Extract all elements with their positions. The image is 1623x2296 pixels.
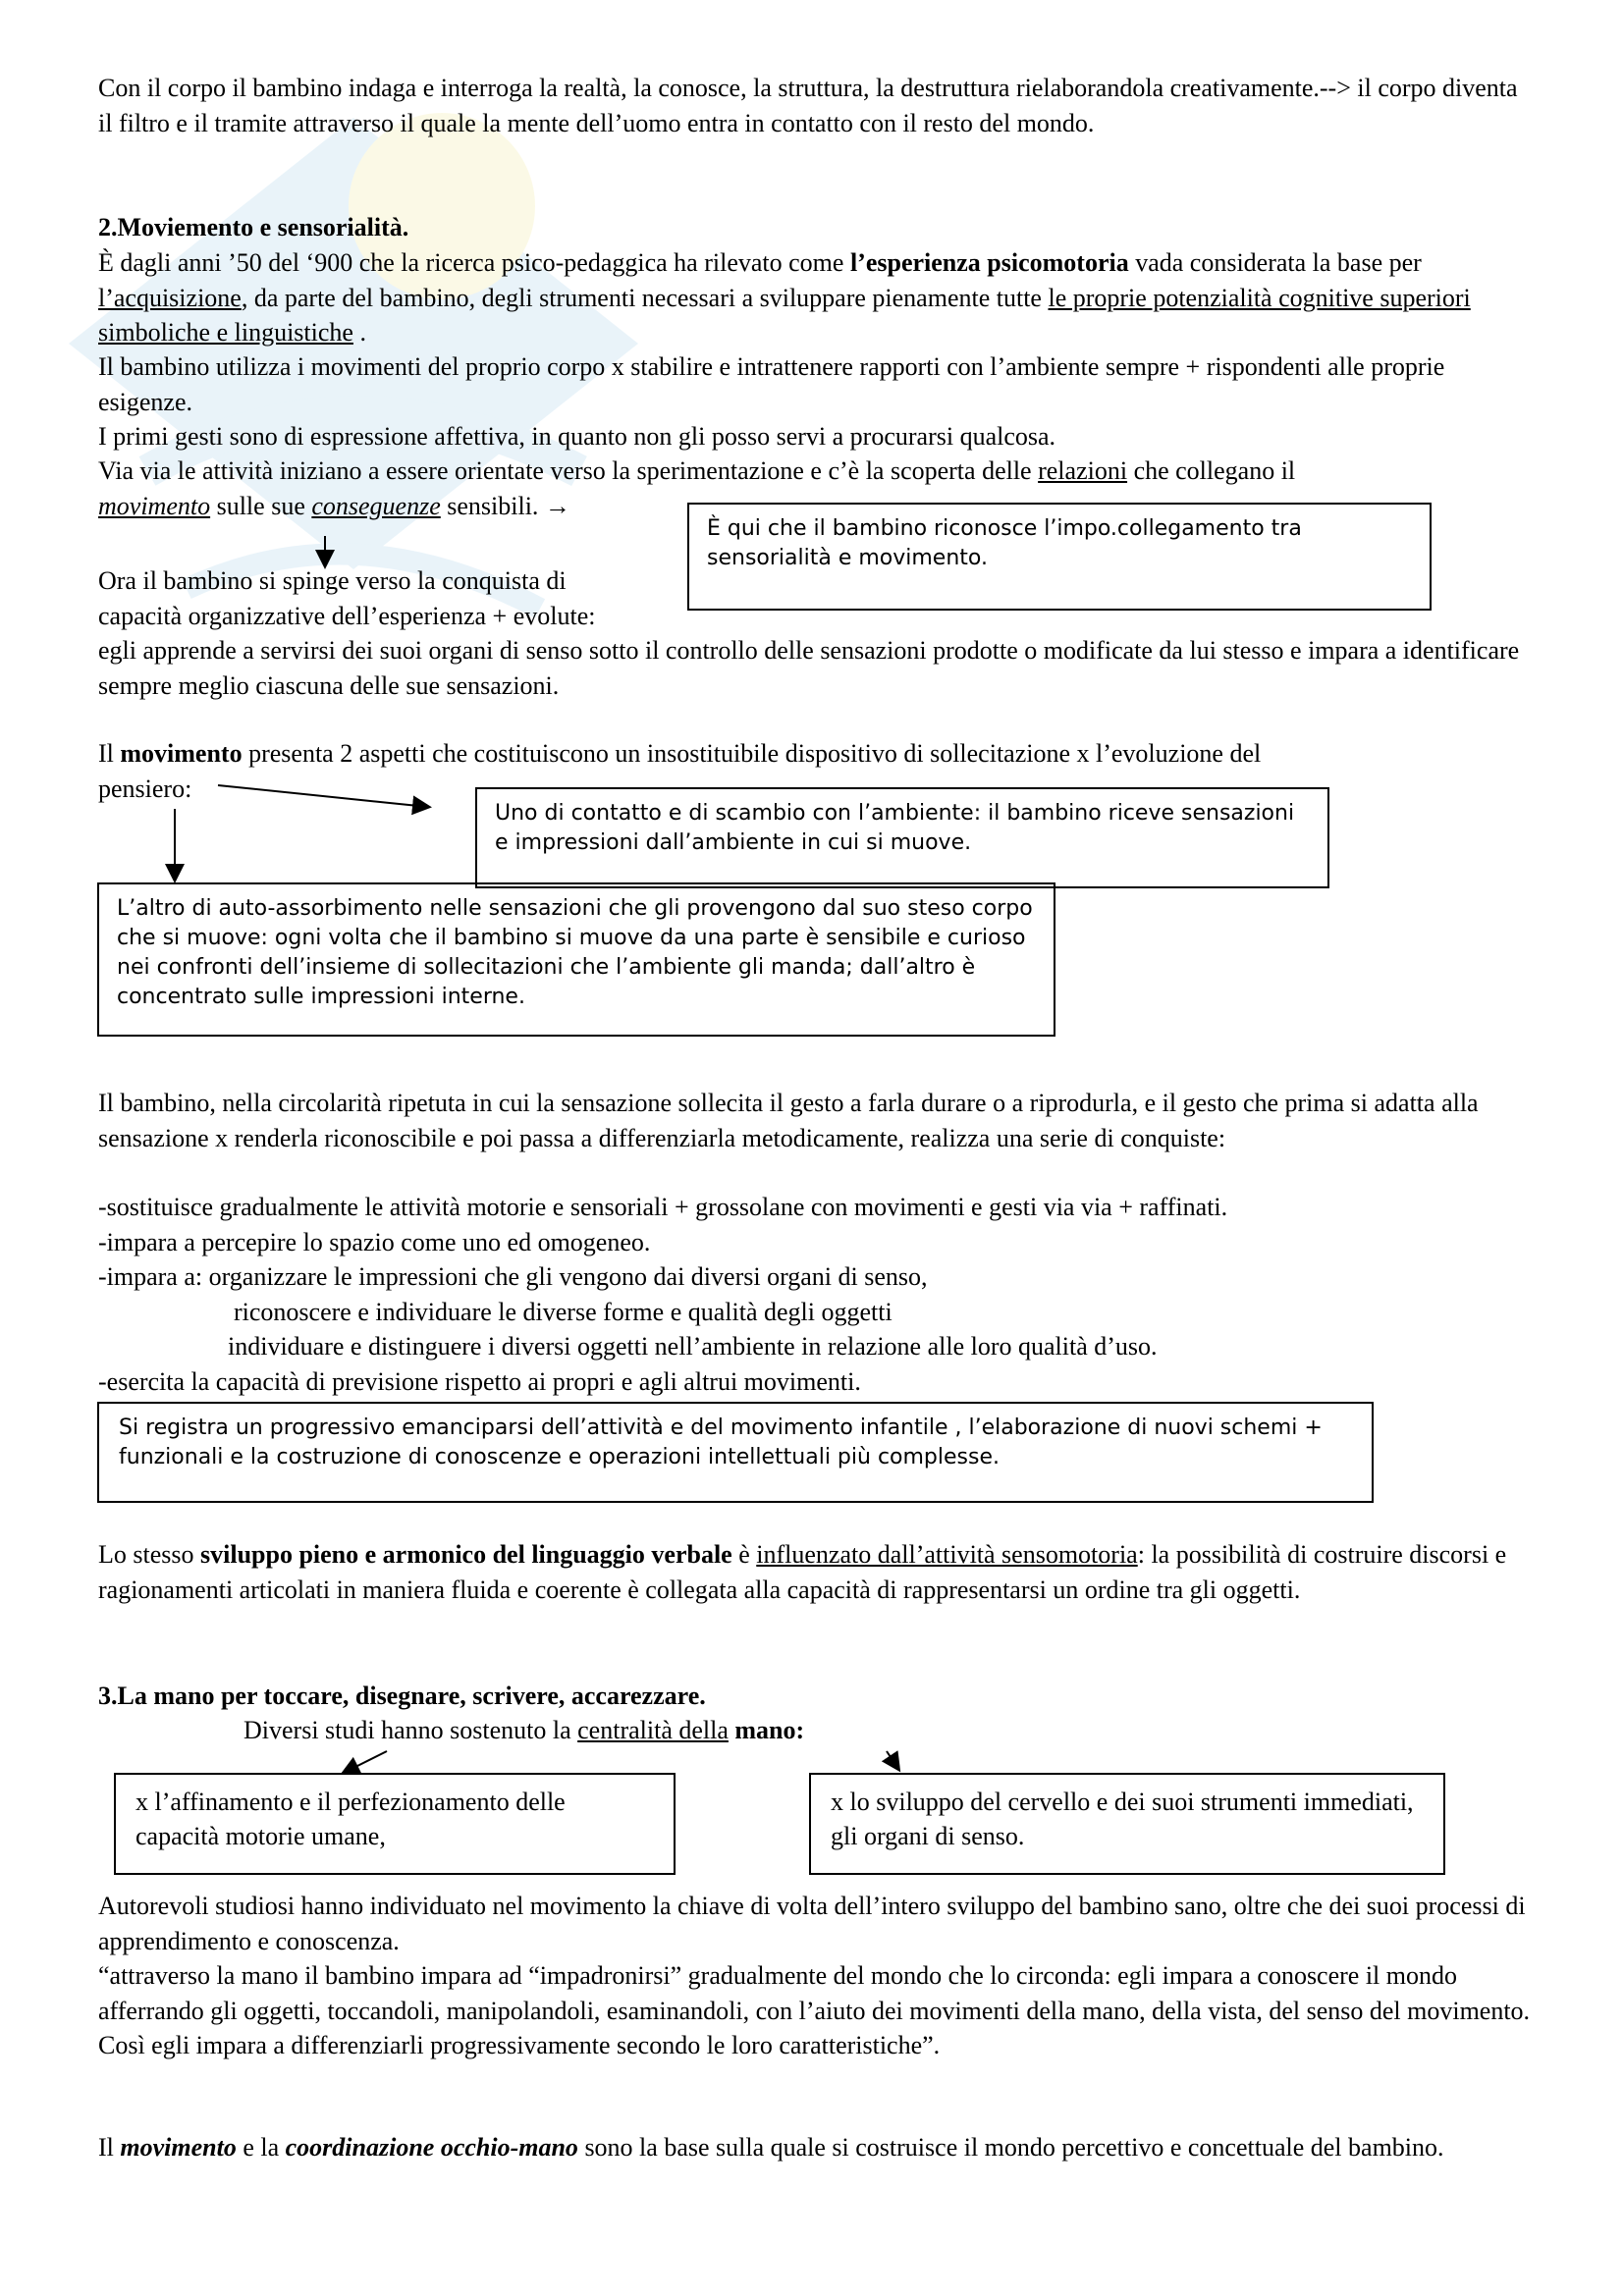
contact-aspect-box: Uno di contatto e di scambio con l’ambiente: il bambino riceve sensazioni e impressioni dall’ambiente in cui si muove.	[475, 787, 1329, 888]
achievement-item: -sostituisce gradualmente le attività motorie e sensoriali + grossolane con movimenti e gesti via via + raffinati.	[98, 1193, 1228, 1221]
movement-aspects-line-2: pensiero:	[98, 774, 192, 803]
achievement-item: -impara a percepire lo spazio come uno ed omogeneo.	[98, 1228, 651, 1256]
achievement-subitem: individuare e distinguere i diversi oggetti nell’ambiente in relazione alle loro qualità d’uso.	[228, 1332, 1158, 1361]
achievements-paragraph: Il bambino, nella circolarità ripetuta in cui la sensazione sollecita il gesto a farla durare o a riprodurla, e il gesto che prima si adatta alla sensazione x renderla riconoscibile e poi passa a differenziarla metodicamente, realizza una serie di conquiste:	[98, 1089, 1479, 1152]
achievement-subitem: riconoscere e individuare le diverse forme e qualità degli oggetti	[234, 1298, 893, 1326]
eye-hand-paragraph: Il movimento e la coordinazione occhio-mano sono la base sulla quale si costruisce il mondo percettivo e concettuale del bambino.	[98, 2133, 1444, 2162]
motor-capacity-box: x l’affinamento e il perfezionamento delle capacità motorie umane,	[114, 1773, 676, 1875]
organizational-capacity-line-2: capacità organizzative dell’esperienza + evolute:	[98, 602, 596, 630]
self-absorption-aspect-box: L’altro di auto-assorbimento nelle sensazioni che gli provengono dal suo steso corpo che si muove: ogni volta che il bambino si muove da una parte è sensibile e curioso nei confronti dell’insieme di sollecitazioni che l’ambiente gli manda; dall’altro è concentrato sulle impressioni interne.	[97, 882, 1055, 1037]
brain-development-box: x lo sviluppo del cervello e dei suoi strumenti immediati, gli organi di senso.	[809, 1773, 1445, 1875]
sensoriality-movement-box: È qui che il bambino riconosce l’impo.collegamento tra sensorialità e movimento.	[687, 503, 1432, 611]
hand-quote-paragraph: “attraverso la mano il bambino impara ad “impadronirsi” gradualmente del mondo che lo circonda: egli impara a conoscere il mondo afferrando gli oggetti, toccandoli, manipolandoli, esaminandoli, con l’aiuto dei movimenti della mano, della vista, del senso del movimento. Così egli impara a differenziarli progressivamente secondo le loro caratteristiche”.	[98, 1961, 1531, 2059]
hand-centrality-line: Diversi studi hanno sostenuto la centralità della mano:	[243, 1716, 805, 1744]
organizational-capacity-line-1: Ora il bambino si spinge verso la conquista di	[98, 566, 567, 595]
psychomotor-paragraph: È dagli anni ’50 del ‘900 che la ricerca psico-pedaggica ha rilevato come l’esperienza psicomotoria vada considerata la base per l’acquisizione, da parte del bambino, degli strumenti necessari a sviluppare pienamente tutte le proprie potenzialità cognitive superiori simboliche e linguistiche .	[98, 248, 1471, 347]
arrow-to-right-box	[887, 1751, 898, 1769]
intro-paragraph: Con il corpo il bambino indaga e interroga la realtà, la conosce, la struttura, la destruttura rielaborandola creativamente.--> il corpo diventa il filtro e il tramite attraverso il quale la mente dell’uomo entra in contatto con il resto del mondo.	[98, 74, 1518, 137]
language-paragraph: Lo stesso sviluppo pieno e armonico del linguaggio verbale è influenzato dall’attività sensomotoria: la possibilità di costruire discorsi e ragionamenti articolati in maniera fluida e coerente è collegata alla capacità di rappresentarsi un ordine tra gli oggetti.	[98, 1540, 1507, 1604]
relations-paragraph: Via via le attività iniziano a essere orientate verso la sperimentazione e c’è la scoperta delle relazioni che collegano il	[98, 456, 1296, 485]
first-gestures-paragraph: I primi gesti sono di espressione affettiva, in quanto non gli posso servi a procurarsi qualcosa.	[98, 422, 1056, 451]
movement-aspects-paragraph: Il movimento presenta 2 aspetti che costituiscono un insostituibile dispositivo di sollecitazione x l’evoluzione del	[98, 739, 1262, 768]
relations-paragraph-end: movimento sulle sue conseguenze sensibili. →	[98, 492, 570, 520]
achievement-item: -esercita la capacità di previsione rispetto ai propri e agli altrui movimenti.	[98, 1367, 861, 1396]
sense-organs-paragraph: egli apprende a servirsi dei suoi organi di senso sotto il controllo delle sensazioni prodotte o modificate da lui stesso e impara a identificare sempre meglio ciascuna delle sue sensazioni.	[98, 636, 1520, 700]
progress-box: Si registra un progressivo emanciparsi dell’attività e del movimento infantile , l’elaborazione di nuovi schemi + funzionali e la costruzione di conoscenze e operazioni intellettuali più complesse.	[97, 1402, 1374, 1503]
section-3-heading: 3.La mano per toccare, disegnare, scrivere, accarezzare.	[98, 1682, 706, 1710]
arrow-to-left-box	[344, 1751, 387, 1773]
section-2-heading: 2.Moviemento e sensorialità.	[98, 213, 409, 241]
achievement-item: -impara a: organizzare le impressioni che gli vengono dai diversi organi di senso,	[98, 1262, 928, 1291]
key-development-paragraph: Autorevoli studiosi hanno individuato nel movimento la chiave di volta dell’intero sviluppo del bambino sano, oltre che dei suoi processi di apprendimento e conoscenza.	[98, 1892, 1526, 1955]
body-movement-paragraph: Il bambino utilizza i movimenti del proprio corpo x stabilire e intrattenere rapporti con l’ambiente sempre + rispondenti alle proprie esigenze.	[98, 352, 1445, 416]
